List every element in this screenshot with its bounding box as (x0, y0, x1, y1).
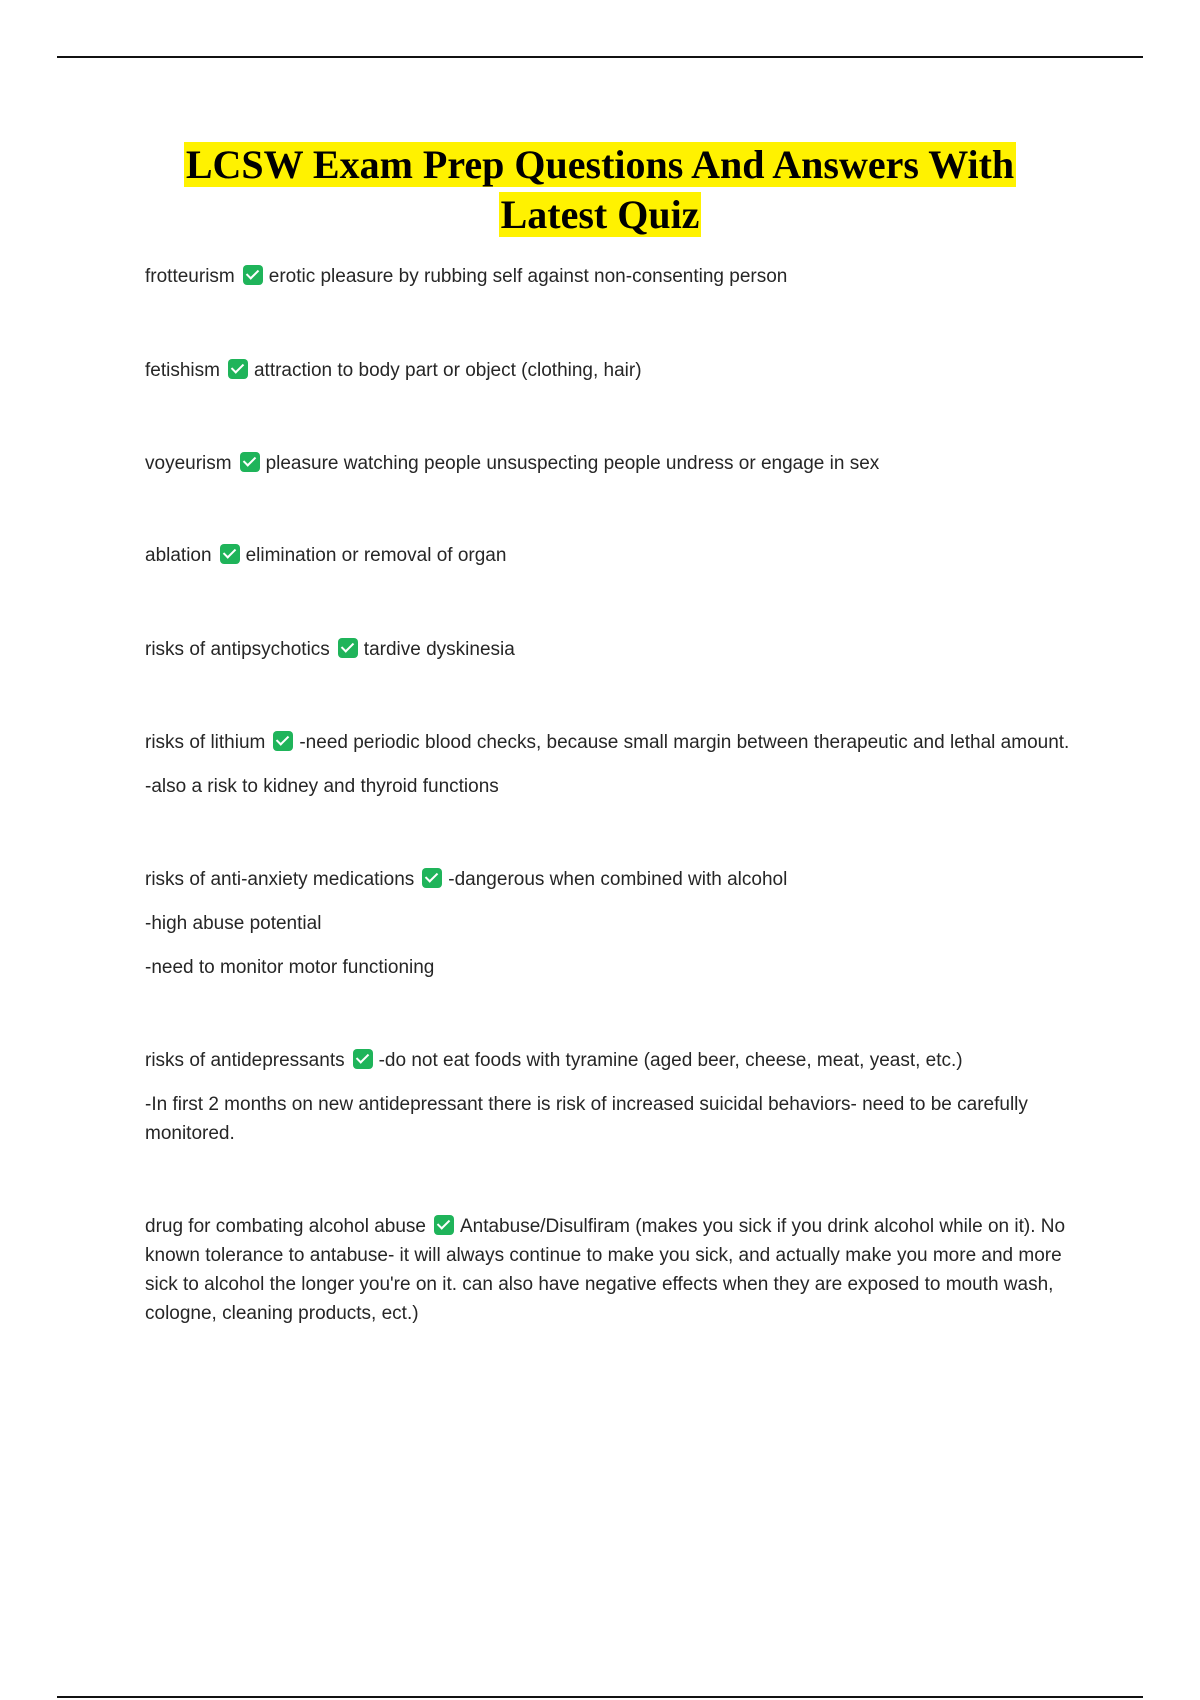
check-mark-icon (434, 1215, 454, 1235)
check-mark-icon (273, 731, 293, 751)
qa-item (145, 541, 1075, 570)
top-rule (57, 56, 1143, 58)
qa-term: frotteurism (145, 266, 235, 287)
qa-answer: elimination or removal of organ (245, 545, 507, 566)
qa-item (145, 356, 1075, 385)
qa-extra-line: -need to monitor motor functioning (145, 957, 435, 978)
qa-item (145, 1046, 1075, 1148)
qa-term: voyeurism (145, 453, 232, 474)
qa-term: risks of lithium (145, 732, 266, 753)
qa-answer: -do not eat foods with tyramine (aged beer, cheese, meat, yeast, etc.) (378, 1050, 963, 1071)
qa-term: risks of antidepressants (145, 1050, 345, 1071)
page-title (120, 140, 1080, 240)
title-line-2: Latest Quiz (500, 192, 700, 237)
check-mark-icon (353, 1049, 373, 1069)
qa-answer: erotic pleasure by rubbing self against non-consenting person (268, 266, 788, 287)
qa-item (145, 635, 1075, 664)
qa-item (145, 262, 1075, 291)
check-mark-icon (220, 544, 240, 564)
check-mark-icon (338, 638, 358, 658)
check-mark-icon (422, 868, 442, 888)
qa-item (145, 1212, 1075, 1328)
check-mark-icon (228, 359, 248, 379)
qa-term: fetishism (145, 360, 220, 381)
qa-answer: -need periodic blood checks, because small margin between therapeutic and lethal amount. (299, 732, 1070, 753)
check-mark-icon (243, 265, 263, 285)
qa-answer: pleasure watching people unsuspecting people undress or engage in sex (265, 453, 880, 474)
qa-answer: Antabuse/Disulfiram (makes you sick if you drink alcohol while on it). No known tolerance to antabuse- it will always continue to make you sick, and actually make you more and more sick to alcohol the longer you're on it. can also have negative effects when they are exposed to mouth wash, cologne, cleaning products, ect.) (145, 1216, 1066, 1324)
qa-item (145, 728, 1075, 801)
check-mark-icon (240, 452, 260, 472)
qa-extra-line: -also a risk to kidney and thyroid functions (145, 776, 499, 797)
qa-item (145, 449, 1075, 478)
qa-extra-line: -In first 2 months on new antidepressant there is risk of increased suicidal behaviors- need to be carefully monitored. (145, 1094, 1028, 1144)
qa-answer: -dangerous when combined with alcohol (448, 869, 788, 890)
qa-item (145, 865, 1075, 982)
qa-term: risks of anti-anxiety medications (145, 869, 415, 890)
qa-term: risks of antipsychotics (145, 639, 330, 660)
qa-list (145, 262, 1075, 1328)
qa-answer: attraction to body part or object (clothing, hair) (253, 360, 642, 381)
bottom-rule (57, 1696, 1143, 1698)
qa-term: ablation (145, 545, 212, 566)
qa-extra-line: -high abuse potential (145, 913, 322, 934)
title-line-1: LCSW Exam Prep Questions And Answers With (185, 142, 1015, 187)
qa-term: drug for combating alcohol abuse (145, 1216, 426, 1237)
qa-answer: tardive dyskinesia (363, 639, 515, 660)
